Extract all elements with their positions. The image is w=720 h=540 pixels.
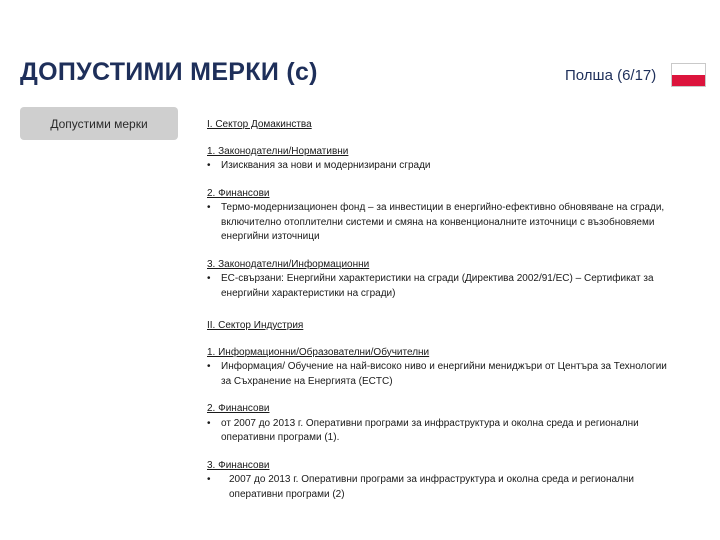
section-heading-industry: II. Сектор Индустрия: [207, 320, 304, 331]
bullet-icon: •: [207, 474, 211, 485]
group-heading: 1. Законодателни/Нормативни: [207, 145, 349, 157]
page-title: ДОПУСТИМИ МЕРКИ (c): [20, 58, 318, 86]
bullet-item: [207, 159, 667, 174]
flag-white-stripe: [672, 64, 705, 75]
bullet-text: 2007 до 2013 г. Оперативни програми за инфраструктура и околна среда и регионални оперативни програми (2): [229, 474, 634, 500]
bullet-text: Изисквания за нови и модернизирани сгради: [221, 160, 431, 171]
flag-red-stripe: [672, 75, 705, 86]
section-heading-households: I. Сектор Домакинства: [207, 119, 312, 130]
group-heading: 2. Финансови: [207, 187, 270, 199]
poland-flag-icon: [671, 63, 706, 87]
measures-content: [207, 118, 667, 502]
country-label: Полша (6/17): [565, 67, 657, 84]
group-heading: 3. Законодателни/Информационни: [207, 258, 370, 270]
bullet-text: от 2007 до 2013 г. Оперативни програми за инфраструктура и околна среда и регионални оперативни програми (1).: [221, 417, 639, 443]
bullet-item: [207, 201, 667, 245]
sidebar-tab-permissible-measures[interactable]: [20, 107, 178, 140]
bullet-icon: •: [207, 273, 211, 284]
bullet-icon: •: [207, 417, 211, 429]
bullet-icon: •: [207, 361, 211, 372]
bullet-icon: •: [207, 202, 211, 213]
bullet-item: [207, 417, 667, 446]
bullet-text: ЕС-свързани: Енергийни характеристики на сгради (Директива 2002/91/ЕС) – Сертификат за енергийни характеристики на сгради): [221, 273, 654, 299]
group-heading: 2. Финансови: [207, 403, 270, 414]
bullet-text: Термо-модернизационен фонд – за инвестиции в енергийно-ефективно обновяване на сгради, включително отоплителни системи и смяна на конвенционалните източници с възобновяеми енергийни източници: [221, 202, 665, 242]
bullet-item: [207, 272, 667, 301]
bullet-item: [207, 360, 667, 389]
bullet-icon: •: [207, 160, 211, 171]
bullet-item: [207, 473, 667, 502]
group-heading: 1. Информационни/Образователни/Обучителни: [207, 346, 430, 358]
sidebar-tab-label: Допустими мерки: [50, 116, 148, 131]
bullet-text: Информация/ Обучение на най-високо ниво и енергийни мениджъри от Центъра за Технологии за Съхранение на Енергията (ECTC): [221, 361, 667, 387]
group-heading: 3. Финансови: [207, 459, 270, 471]
